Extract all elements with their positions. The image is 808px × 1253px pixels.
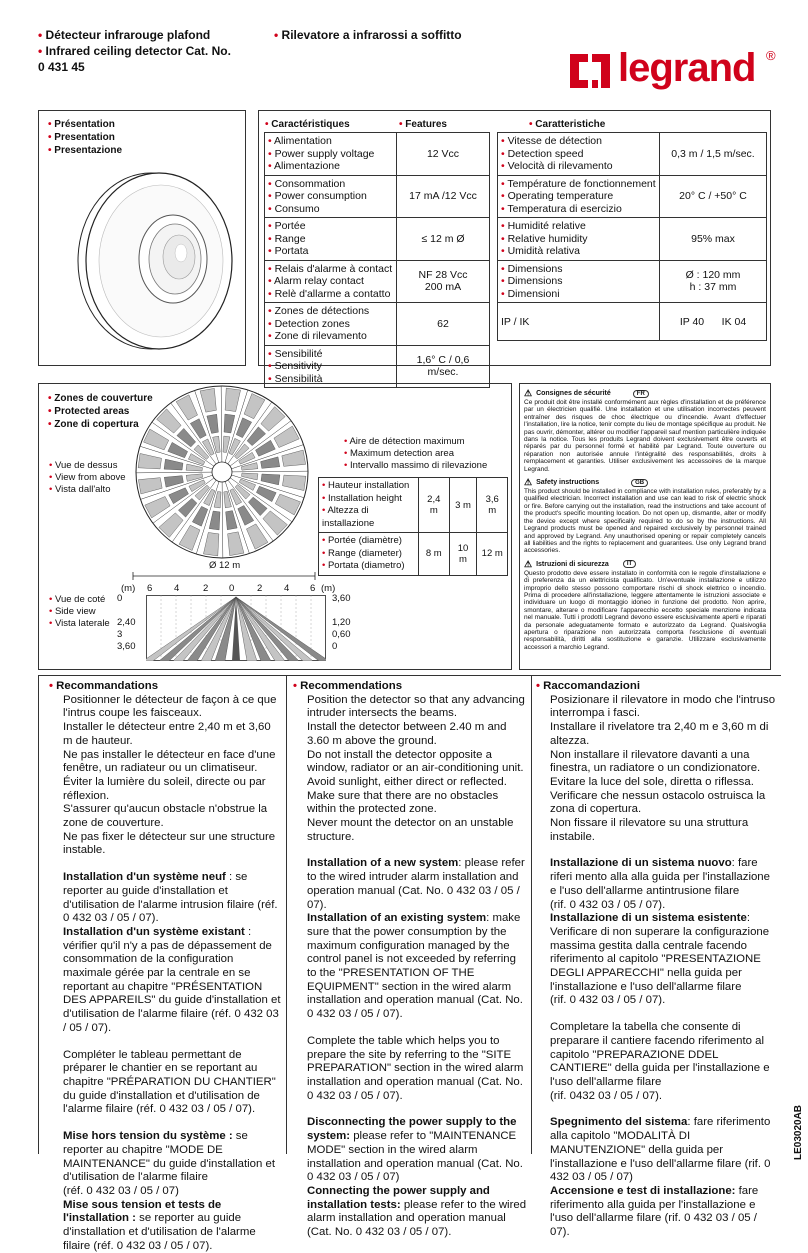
feature-row: • Dimensions • Dimensions • Dimensioni Ø : 120 mm h : 37 mm — [498, 260, 767, 303]
x-tick: 6 — [147, 583, 153, 594]
features-box — [258, 110, 771, 385]
feature-row: • Sensibilité • Sensitivity • Sensibilità 1,6° C / 0,6 m/sec. — [265, 345, 490, 388]
rec-en-box — [286, 675, 531, 1239]
safety-fr-text: Ce produit doit être installé conformément aux règles d'installation et de préférence par un électricien qualifié. Une installation et une utilisation incorrectes peuvent entraîner des risques de choc électrique ou d'incendie. Avant d'effectuer l'installation, lire la notice, tenir compte du lieu de montage spécifique au produit. Ne pas ouvrir, démonter, altérer ou modifier l'appareil sauf mention particulière indiquée dans la notice. Tous les produits Legrand doivent exclusivement être ouverts et réparés par du personnel formé et habilité par Legrand. Toute ouverture ou réparation non autorisée annule l'intégralité des responsabilités, droits à remplacement et garanties. Utiliser exclusivement les accessoires de la marque Legrand. — [524, 399, 766, 473]
features-title-fr: • Caractéristiques — [265, 119, 350, 130]
right-tick: 0 — [332, 641, 338, 652]
legrand-logo — [568, 48, 778, 94]
diameter-dimension-line — [131, 572, 317, 580]
brand-wordmark: legrand — [618, 46, 756, 90]
x-tick: 0 — [229, 583, 235, 594]
height-range-table: • Hauteur installation • Installation height • Altezza di installazione 2,4 m 3 m 3,6 m • Portée (diamètre) • Range (diameter) • Portata (diametro) 8 m 10 m 12 m — [318, 477, 508, 576]
title-fr: • Détecteur infrarouge plafond — [38, 28, 211, 42]
coverage-box — [38, 383, 512, 670]
feature-row-ip: IP / IK IP 40 IK 04 — [498, 303, 767, 341]
registered-mark: ® — [766, 48, 776, 63]
x-tick: 4 — [284, 583, 290, 594]
safety-gb-text: This product should be installed in compliance with installation rules, preferably by a qualified electrician. Incorrect installation and use can lead to risk of electric shock or fire. Before carrying out the installation, read the instructions and take account of the product's specific mounting location. Do not open up, dismantle, alter or modify the device except where specifically required to do so by the instructions. All Legrand products must be opened and repaired exclusively by personnel trained and approved by Legrand. Any unauthorised opening or repair completely cancels all liabilities and the rights to replacement and guarantees. Use only Legrand brand accessories. — [524, 488, 766, 555]
legrand-mark-icon — [568, 50, 612, 92]
feature-row: • Portée • Range • Portata ≤ 12 m Ø — [265, 218, 490, 261]
feature-row: • Relais d'alarme à contact • Alarm relay contact • Relè d'allarme a contatto NF 28 Vcc 200 mA — [265, 260, 490, 303]
title-en: • Infrared ceiling detector Cat. No. — [38, 44, 231, 58]
feature-row: • Alimentation • Power supply voltage • Alimentazione 12 Vcc — [265, 133, 490, 176]
x-tick: 2 — [257, 583, 263, 594]
rec-it: • Raccomandazioni Posizionare il rilevatore in modo che l'intruso interrompa i fasci. Installare il rivelatore tra 2,40 m e 3,60 m di altezza. Non installare il rilevatore davanti a una finestra, un radiatore o un condizionatore. Evitare la luce del sole, diretta o riflessa. Verificare che nessun ostacolo ostruisca la zona di copertura. Non fissare il rilevatore su una struttura instabile. Installazione di un sistema nuovo: fare riferi mento alla alla guida per l'installazione e l'uso dell'allarme antintrusione filare (rif. 0 432 03 / 05 / 07). Installazione di un sistema esistente: Verificare di non superare la configurazione massima gestita dalla centrale facendo riferimento al capitolo "PRESENTAZIONE DEGLI APPARECCHI" nella guida per l'installazione e l'uso dell'allarme filare (rif. 0 432 03 / 05 / 07). Completare la tabella che consente di preparare il cantiere facendo riferimento al capitolo "PREPARAZIONE DDEL CANTIERE" della guida per l'installazione e l'uso dell'allarme filare (rif. 0432 03 / 05 / 07). Spegnimento del sistema: fare riferimento alla capitolo "MODALITÀ DI MANUTENZIONE" della guida per l'installazione e l'uso dell'allarme filare (rif. 0 432 03 / 05 / 07) Accensione e test di installazione: fare riferimento alla guida per l'installazione e l'uso dell'allarme filare (rif. 0 432 03 / 05 / 07). — [536, 680, 776, 1239]
x-tick: 6 — [310, 583, 316, 594]
warning-icon: ⚠ — [524, 388, 533, 398]
safety-fr-heading: ⚠ Consignes de sécurité FR — [524, 388, 766, 399]
features-table-right — [497, 132, 767, 341]
features-table-left — [264, 132, 490, 388]
left-tick: 0 — [117, 593, 123, 604]
max-area-label: • Aire de détection maximum • Maximum detection area • Intervallo massimo di rilevazione — [344, 436, 488, 471]
side-view-label: • Vue de coté • Side view • Vista laterale — [49, 594, 110, 629]
left-tick: 3 — [117, 629, 123, 640]
features-title-en: • Features — [399, 119, 447, 130]
safety-box — [519, 383, 771, 670]
safety-it-heading: ⚠ Istruzioni di sicurezza IT — [524, 559, 766, 570]
x-tick: 2 — [203, 583, 209, 594]
side-view-diagram — [146, 595, 326, 661]
rec-it-box — [531, 675, 781, 1239]
feature-row: • Consommation • Power consumption • Consumo 17 mA /12 Vcc — [265, 175, 490, 218]
top-view-label: • Vue de dessus • View from above • Vista dall'alto — [49, 460, 126, 495]
detector-illustration — [61, 161, 261, 361]
cat-number: 0 431 45 — [38, 60, 85, 74]
side-unit-right: (m) — [321, 583, 336, 594]
document-code: LE03020AB — [793, 1104, 804, 1160]
diameter-label: Ø 12 m — [209, 560, 241, 571]
feature-row: • Zones de détections • Detection zones • Zone di rilevamento 62 — [265, 303, 490, 346]
warning-icon: ⚠ — [524, 558, 533, 569]
coverage-title: • Zones de couverture • Protected areas • Zone di copertura — [48, 393, 153, 430]
flag-fr: FR — [633, 390, 649, 398]
left-tick: 3,60 — [117, 641, 136, 652]
flag-it: IT — [623, 560, 636, 568]
feature-row: • Vitesse de détection • Detection speed • Velocità di rilevamento 0,3 m / 1,5 m/sec. — [498, 133, 767, 176]
warning-icon: ⚠ — [524, 477, 533, 488]
feature-row: • Humidité relative • Relative humidity • Umidità relativa 95% max — [498, 218, 767, 261]
rec-fr-box — [38, 675, 286, 1252]
title-it: • Rilevatore a infrarossi a soffitto — [274, 28, 462, 42]
x-tick: 4 — [174, 583, 180, 594]
safety-it-text: Questo prodotto deve essere installato in conformità con le regole d'installazione e di preferenza da un elettricista qualificato. Un'eventuale installazione e utilizzo improprio dello stesso possono comportare rischi di shock elettrico o incendio. Prima di procedere all'installazione, leggere attentamente le istruzioni associate e individuare un luogo di montaggio idoneo in funzione del prodotto. Non aprire, smontare, alterare o modificare l'apparecchio eccetto speciale menzione indicata nel manuale. Tutti i prodotti Legrand devono essere esclusivamente aperti e riparati da personale adeguatamente formato e autorizzato da Legrand. Qualsivoglia apertura o riparazione non autorizzata comporta l'esclusione di eventuali responsabilità, diritti alla sostituzione e garanzie. Utilizzare esclusivamente accessori a marchio Legrand. — [524, 569, 766, 651]
right-tick: 1,20 — [332, 617, 351, 628]
left-tick: 2,40 — [117, 617, 136, 628]
right-tick: 0,60 — [332, 629, 351, 640]
rec-fr: • Recommandations Positionner le détecteur de façon à ce que l'intrus coupe les faisceaux. Installer le détecteur entre 2,40 m et 3,60 m de hauteur. Ne pas installer le détecteur en face d'une fenêtre, un radiateur ou un climatiseur. Éviter la lumière du soleil, directe ou par réflexion. S'assurer qu'aucun obstacle n'obstrue la zone de couverture. Ne pas fixer le détecteur sur une structure instable. Installation d'un système neuf : se reporter au guide d'installation et d'utilisation de l'alarme intrusion filaire (réf. 0 432 03 / 05 / 07). Installation d'un système existant : vérifier qu'il n'y a pas de dépassement de consommation de la configuration maximale gérée par la centrale en se reportant au chapitre "PRÉSENTATION DES APPAREILS" du guide d'installation et d'utilisation de l'alarme filaire (réf. 0 432 03 / 05 / 07). Compléter le tableau permettant de préparer le chantier en se reportant au chapitre "PRÉPARATION DU CHANTIER" du guide d'installation et d'utilisation de l'alarme filaire (réf. 0 432 03 / 05 / 07). Mise hors tension du système : se reporter au chapitre "MODE DE MAINTENANCE" du guide d'installation et d'utilisation de l'alarme filaire (réf. 0 432 03 / 05 / 07) Mise sous tension et tests de l'installation : se reporter au guide d'installation et d'utilisation de l'alarme filaire (réf. 0 432 03 / 05 / 07). — [49, 680, 281, 1252]
flag-gb: GB — [631, 479, 648, 487]
side-unit-left: (m) — [121, 583, 136, 594]
presentation-labels: • Présentation • Presentation • Presentazione — [48, 119, 123, 156]
presentation-box — [38, 110, 246, 366]
feature-row: • Température de fonctionnement • Operating temperature • Temperatura di esercizio 20° C / +50° C — [498, 175, 767, 218]
right-tick: 3,60 — [332, 593, 351, 604]
detector-center — [212, 462, 232, 482]
rec-en: • Recommendations Position the detector so that any advancing intruder intersects the beams. Install the detector between 2.40 m and 3.60 m above the ground. Do not install the detector opposite a window, radiator or an air-conditioning unit. Avoid sunlight, either direct or reflected. Make sure that there are no obstacles within the protected zone. Never mount the detector on an unstable structure. Installation of a new system: please refer to the wired intruder alarm installation and operation manual (Cat. No. 0 432 03 / 05 / 07). Installation of an existing system: make sure that the power consumption by the maximum configuration managed by the control panel is not exceeded by referring to the "PRESENTATION OF THE EQUIPMENT" section in the wired alarm installation and operation manual (Cat. No. 0 432 03 / 05 / 07). Complete the table which helps you to prepare the site by referring to the "SITE PREPARATION" section in the wired alarm installation and operation manual (Cat. No. 0 432 03 / 05 / 07). Disconnecting the power supply to the system: please refer to "MAINTENANCE MODE" section in the wired alarm installation and operation manual (Cat. No. 0 432 03 / 05 / 07) Connecting the power supply and installation tests: please refer to the wired alarm installation and operation manual (Cat. No. 0 432 03 / 05 / 07). — [293, 680, 527, 1239]
safety-gb-heading: ⚠ Safety instructions GB — [524, 477, 766, 488]
top-view-diagram — [134, 384, 310, 560]
features-title-it: • Caratteristiche — [529, 119, 606, 130]
